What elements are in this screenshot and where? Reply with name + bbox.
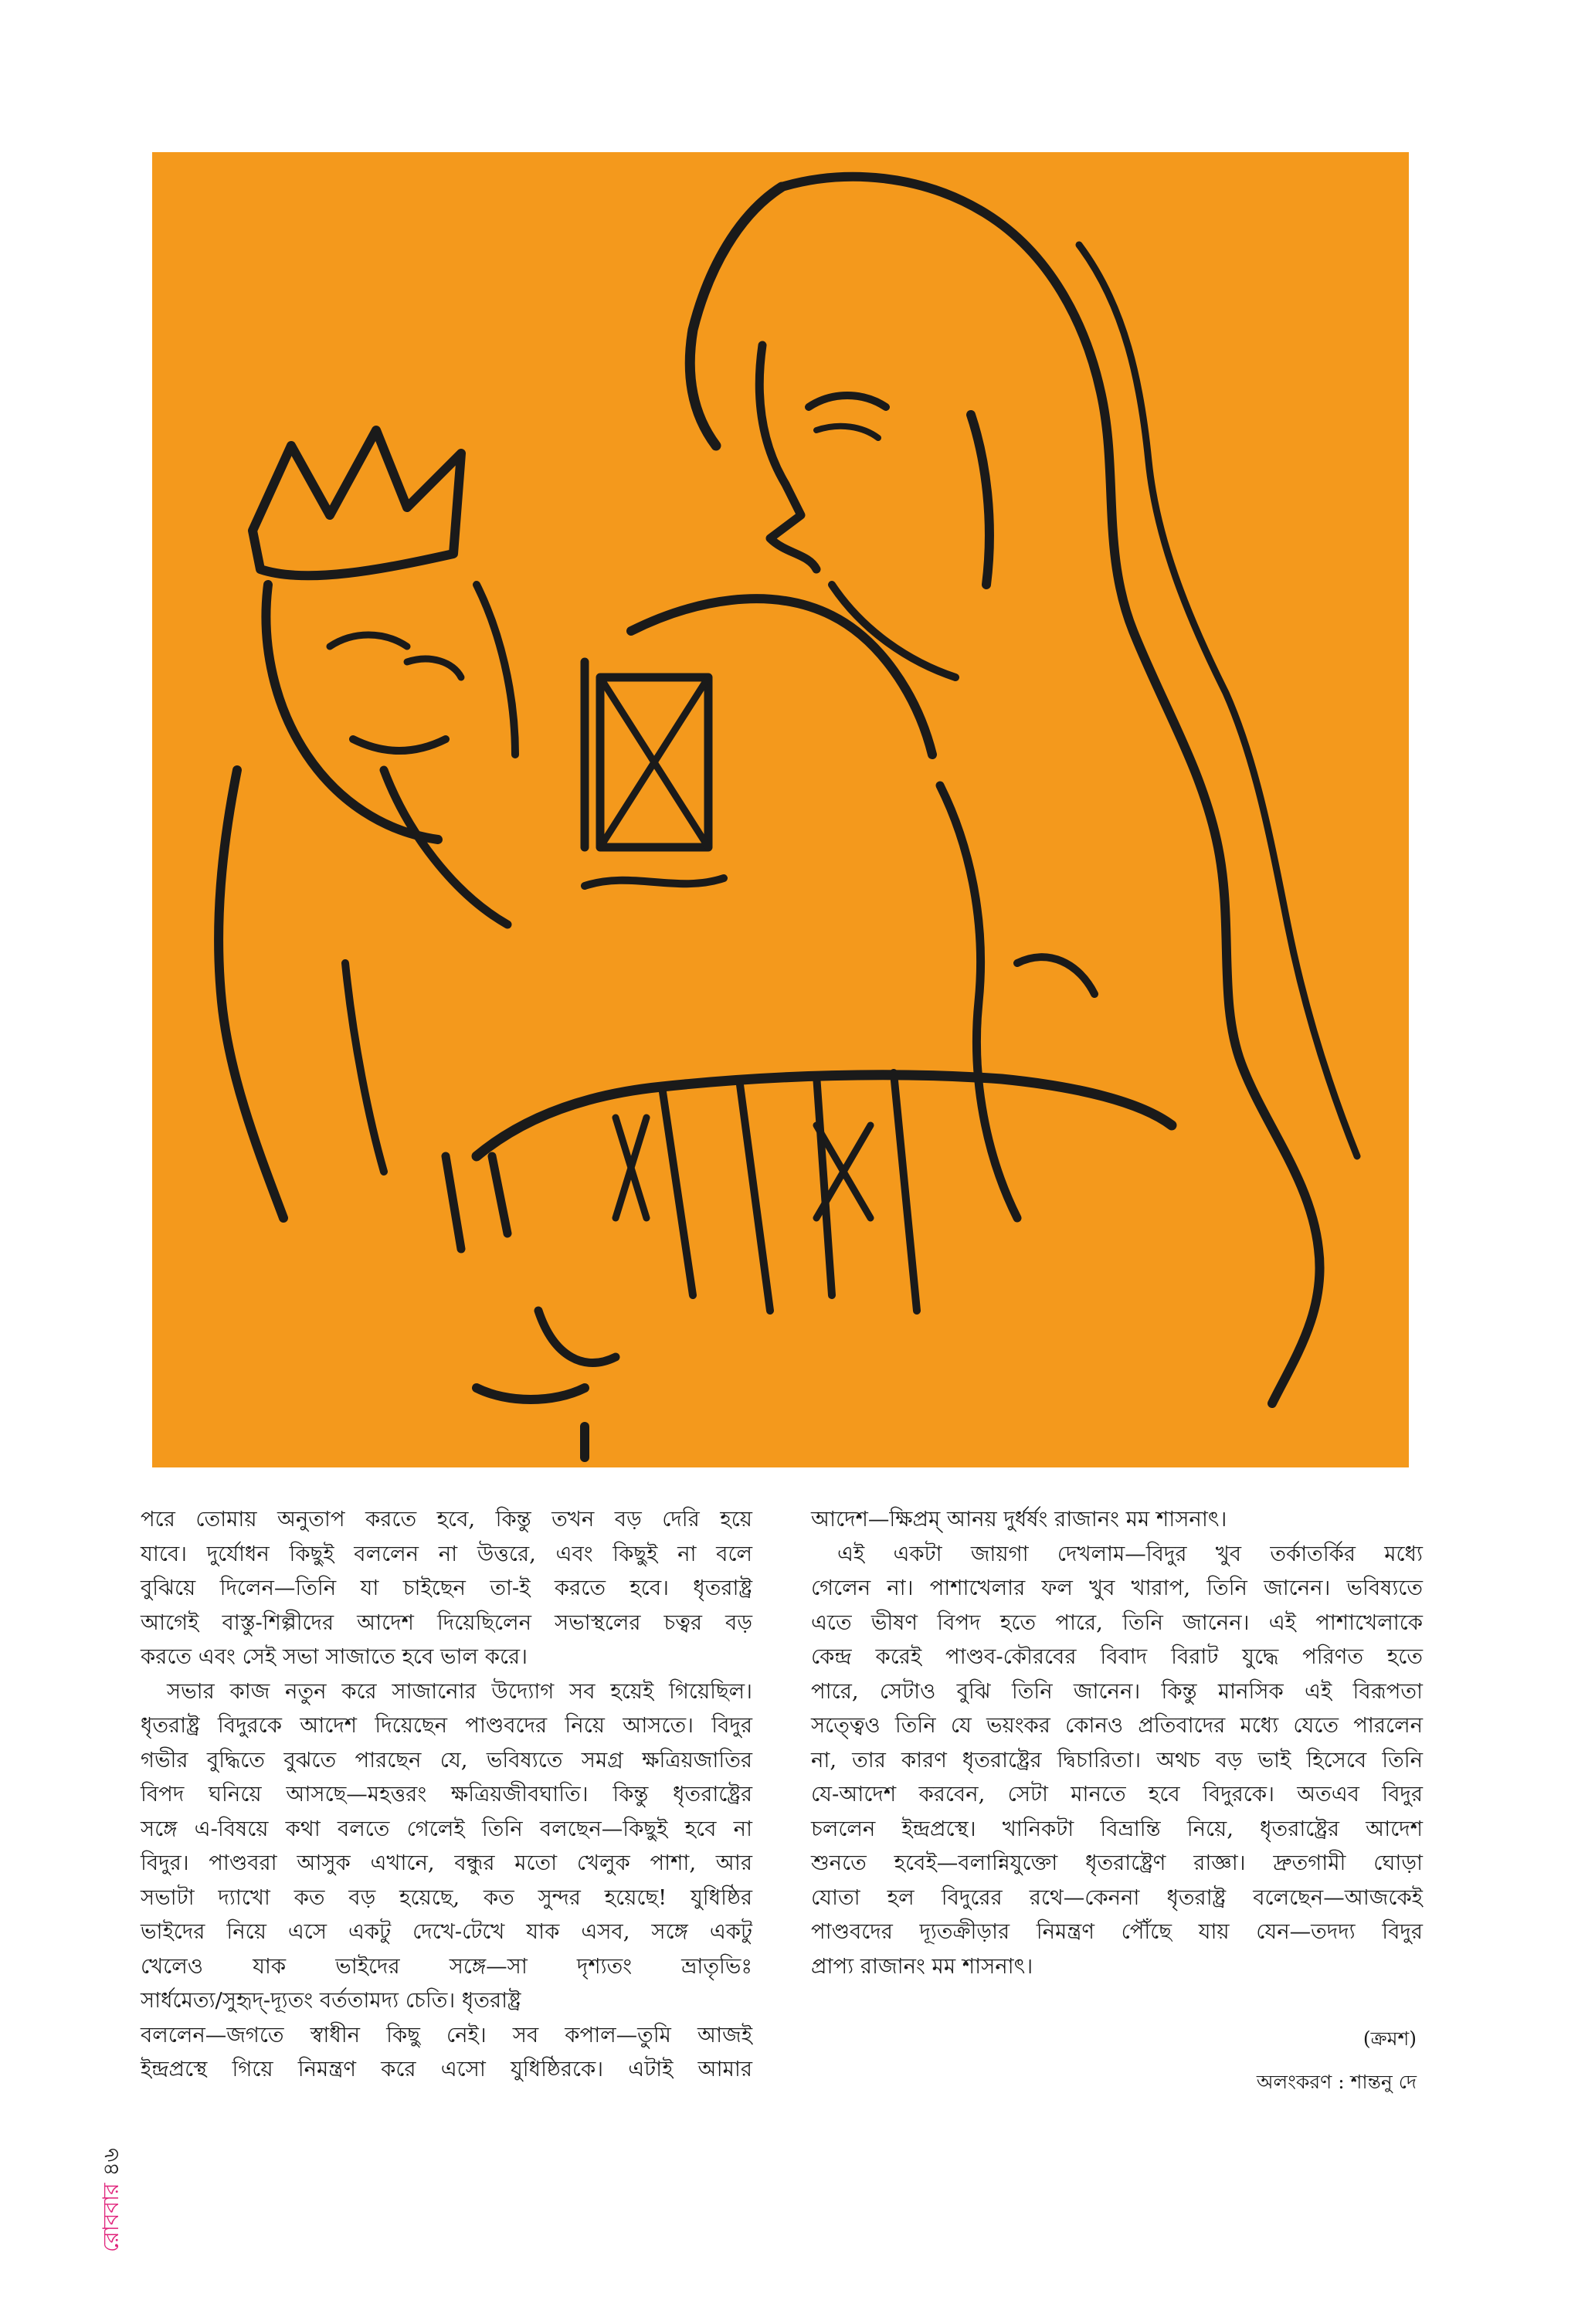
paragraph-line: আদেশ—ক্ষিপ্রম্ আনয় দুর্ধর্ষং রাজানং মম শাসনাৎ। [811,1507,1227,1532]
paragraph-line: এই একটা জায়গা দেখলাম—বিদুর খুব তর্কাতর্কির মধ্যে [837,1541,1423,1566]
footer-rotated-text [94,2148,131,2269]
paragraph-line: শুনতে হবেই—বলান্নিযুক্তো ধৃতরাষ্ট্রেণ রাজ্ঞা। দ্রুতগামী ঘোড়া [811,1851,1423,1875]
paragraph-line: প্রাপ্য রাজানং মম শাসনাৎ। [811,1953,1033,1979]
page-number: ৪৬ [98,2148,124,2176]
paragraph-line: যোতা হল বিদুরের রথে—কেননা ধৃতরাষ্ট্র বলেছেন—আজকেই [811,1885,1423,1910]
paragraph-line: বিদুর। পাণ্ডবরা আসুক এখানে, বন্ধুর মতো খেলুক পাশা, আর [141,1851,752,1875]
paragraph-line: সঙ্গে এ-বিষয়ে কথা বলতে গেলেই তিনি বলছেন—কিছুই হবে না [141,1816,752,1841]
paragraph-line: যে-আদেশ করবেন, সেটা মানতে হবে বিদুরকে। অতএব বিদুর [811,1782,1423,1807]
paragraph-line: করতে এবং সেই সভা সাজাতে হবে ভাল করে। [141,1644,528,1669]
paragraph-line: গভীর বুদ্ধিতে বুঝতে পারছেন যে, ভবিষ্যতে সমগ্র ক্ষত্রিয়জাতির [141,1747,752,1773]
paragraph-line: বিপদ ঘনিয়ে আসছে—মহত্তরং ক্ষত্রিয়জীবঘাতি। কিন্তু ধৃতরাষ্ট্রের [141,1782,752,1807]
illustration [152,152,1409,1467]
paragraph-line: পাণ্ডবদের দ্যূতক্রীড়ার নিমন্ত্রণ পৌঁছে যায় যেন—তদদ্য বিদুর [811,1919,1423,1944]
paragraph-line: বুঝিয়ে দিলেন—তিনি যা চাইছেন তা-ই করতে হবে। ধৃতরাষ্ট্র [141,1576,752,1600]
paragraph-line: পারে, সেটাও বুঝি তিনি জানেন। কিন্তু মানসিক এই বিরূপতা [811,1678,1423,1704]
paragraph-line: যাবে। দুর্যোধন কিছুই বললেন না উত্তরে, এবং কিছুই না বলে [141,1541,752,1566]
magazine-name: রোববার [98,2183,124,2252]
paragraph-line: কেন্দ্র করেই পাণ্ডব-কৌরবের বিবাদ বিরাট যুদ্ধে পরিণত হতে [811,1644,1423,1669]
paragraph-line: ইন্দ্রপ্রস্থে গিয়ে নিমন্ত্রণ করে এসো যুধিষ্ঠিরকে। এটাই আমার [141,2057,752,2081]
illustration-background [152,152,1409,1467]
paragraph-line: সত্ত্বেও তিনি যে ভয়ংকর কোনও প্রতিবাদের মধ্যে যেতে পারলেন [811,1713,1423,1738]
illustration-credit: অলংকরণ : শান্তনু দে [1256,2071,1417,2093]
paragraph-line: সভার কাজ নতুন করে সাজানোর উদ্যোগ সব হয়েই গিয়েছিল। [167,1678,752,1704]
article-left-column [141,1502,752,2087]
paragraph-line: না, তার কারণ ধৃতরাষ্ট্রের দ্বিচারিতা। অথচ বড় ভাই হিসেবে তিনি [811,1747,1423,1773]
paragraph-line: খেলেও যাক ভাইদের সঙ্গে—সা দৃশ্যতং ভ্রাতৃভিঃ [141,1953,752,1979]
paragraph-line: ধৃতরাষ্ট্র বিদুরকে আদেশ দিয়েছেন পাণ্ডবদের নিয়ে আসতে। বিদুর [141,1713,752,1738]
paragraph-line: এতে ভীষণ বিপদ হতে পারে, তিনি জানেন। এই পাশাখেলাকে [811,1610,1423,1635]
paragraph-line: আগেই বাস্তু-শিল্পীদের আদেশ দিয়েছিলেন সভাস্থলের চত্বর বড় [141,1610,752,1635]
paragraph-line: গেলেন না। পাশাখেলার ফল খুব খারাপ, তিনি জানেন। ভবিষ্যতে [811,1576,1423,1600]
continued-note: (ক্রমশ) [1363,2027,1417,2050]
king-and-woman-drawing [152,152,1409,1467]
paragraph-line: ভাইদের নিয়ে এসে একটু দেখে-টেখে যাক এসব, সঙ্গে একটু [141,1919,752,1944]
paragraph-line: চললেন ইন্দ্রপ্রস্থে। খানিকটা বিভ্রান্তি নিয়ে, ধৃতরাষ্ট্রের আদেশ [811,1816,1423,1841]
paragraph-line: সভাটা দ্যাখো কত বড় হয়েছে, কত সুন্দর হয়েছে! যুধিষ্ঠির [141,1885,752,1910]
article-right-column [811,1502,1423,1983]
page-footer [66,2008,124,2271]
paragraph-line: বললেন—জগতে স্বাধীন কিছু নেই। সব কপাল—তুমি আজই [141,2022,752,2047]
paragraph-line: সার্ধমেত্য/সুহৃদ্-দ্যূতং বর্ততামদ্য চেতি। ধৃতরাষ্ট্র [141,1988,521,2013]
paragraph-line: পরে তোমায় অনুতাপ করতে হবে, কিন্তু তখন বড় দেরি হয়ে [141,1507,752,1532]
